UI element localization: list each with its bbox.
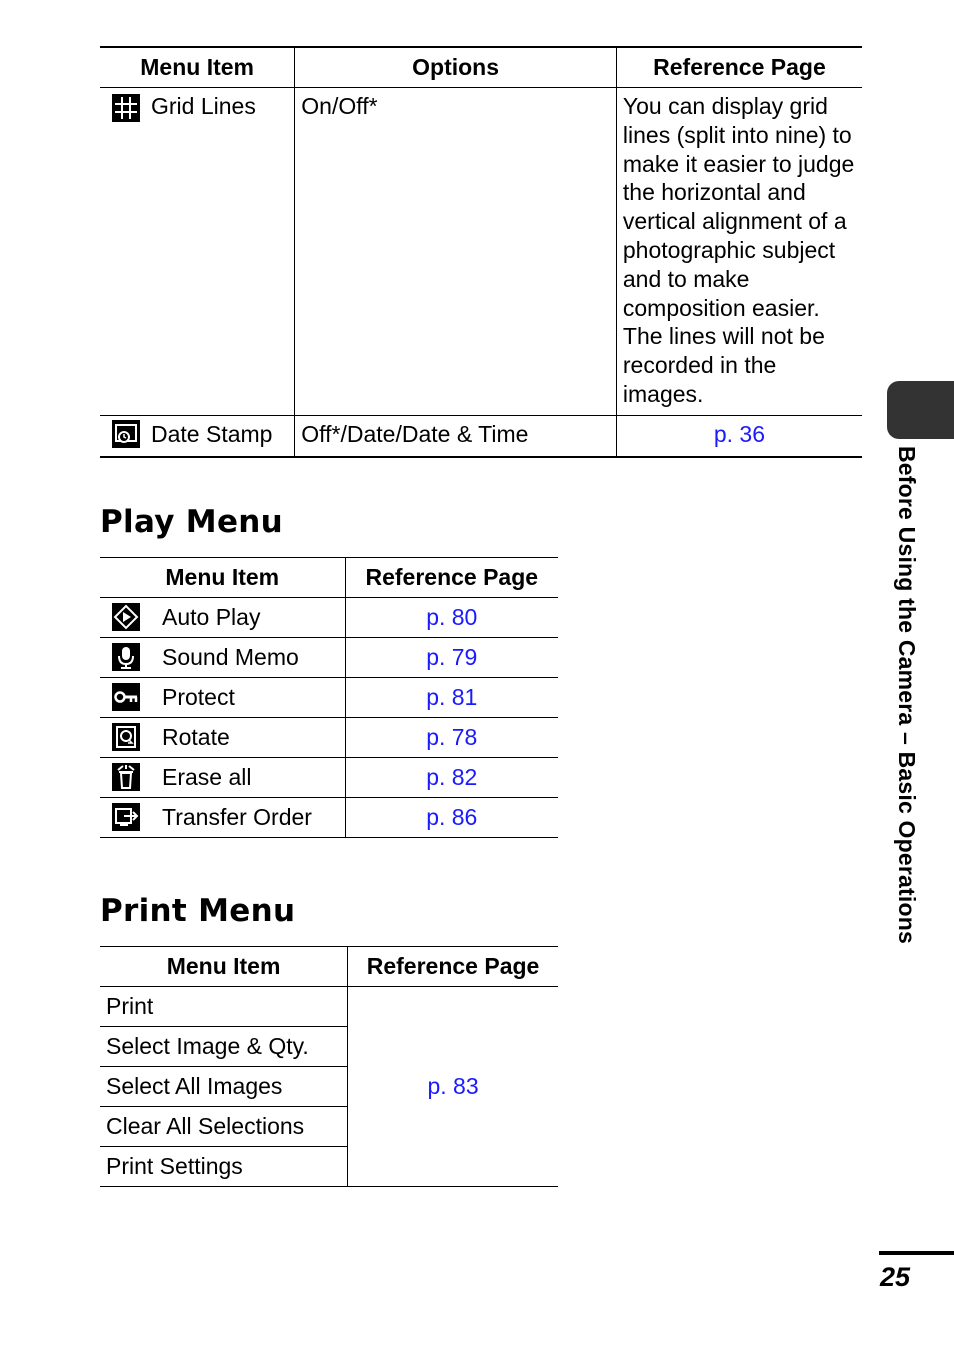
page-number-rule — [879, 1251, 954, 1255]
sound-memo-icon — [112, 643, 140, 671]
column-header: Menu Item — [100, 558, 345, 598]
menu-item-label: Print — [100, 987, 348, 1027]
page-number: 25 — [880, 1262, 911, 1292]
column-header: Options — [295, 47, 617, 88]
column-header: Reference Page — [616, 47, 862, 88]
table-row — [100, 987, 558, 1027]
table-row — [100, 718, 558, 758]
column-header: Reference Page — [348, 947, 558, 987]
page-reference-link[interactable]: p. 80 — [345, 598, 558, 638]
section-title-print-menu: Print Menu — [100, 893, 296, 929]
chapter-tab — [887, 381, 954, 439]
table-row — [100, 798, 558, 838]
table-header-row — [100, 558, 558, 598]
menu-item-label: Transfer Order — [162, 804, 312, 831]
page-reference-link[interactable]: p. 83 — [427, 1073, 479, 1100]
options-cell: On/Off* — [295, 88, 617, 416]
page-reference-link[interactable]: p. 79 — [345, 638, 558, 678]
menu-item-label: Select All Images — [100, 1067, 348, 1107]
table-row — [100, 88, 862, 416]
section-title-play-menu: Play Menu — [100, 504, 284, 540]
play-menu-table — [100, 557, 558, 838]
menu-item-label: Sound Memo — [162, 644, 299, 671]
table-header-row — [100, 47, 862, 88]
column-header: Menu Item — [100, 947, 348, 987]
menu-item-label: Rotate — [162, 724, 230, 751]
chapter-tab-label: Before Using the Camera – Basic Operations — [894, 446, 920, 944]
print-menu-table — [100, 946, 558, 1187]
column-header: Reference Page — [345, 558, 558, 598]
table-row — [100, 415, 862, 457]
page-reference-link[interactable]: p. 86 — [426, 804, 478, 831]
table-row — [100, 638, 558, 678]
page-reference-link[interactable]: p. 78 — [345, 718, 558, 758]
menu-item-label: Date Stamp — [151, 420, 273, 447]
grid-lines-icon — [112, 94, 140, 122]
menu-item-label: Select Image & Qty. — [100, 1027, 348, 1067]
menu-item-label: Print Settings — [100, 1147, 348, 1187]
menu-item-label: Auto Play — [162, 604, 261, 631]
date-stamp-icon — [112, 420, 140, 448]
menu-item-label: Clear All Selections — [100, 1107, 348, 1147]
menu-item-label: Erase all — [162, 764, 252, 791]
menu-item-label: Protect — [162, 684, 235, 711]
table-header-row — [100, 947, 558, 987]
reference-description: You can display grid lines (split into nine) to make it easier to judge the horizontal and vertical alignment of a photographic subject and to make composition easier. The lines will not be recorded in the images. — [622, 93, 855, 407]
page-reference-link[interactable]: p. 81 — [345, 678, 558, 718]
erase-all-icon — [112, 763, 140, 791]
table-row — [100, 678, 558, 718]
rotate-icon — [112, 723, 140, 751]
page-reference-link[interactable]: p. 82 — [345, 758, 558, 798]
page-reference-link[interactable]: p. 36 — [616, 415, 862, 457]
table-row — [100, 598, 558, 638]
transfer-order-icon — [112, 803, 140, 831]
protect-icon — [112, 683, 140, 711]
auto-play-icon — [112, 603, 140, 631]
table-row — [100, 758, 558, 798]
options-cell: Off*/Date/Date & Time — [295, 415, 617, 457]
column-header: Menu Item — [100, 47, 295, 88]
camera-menu-table — [100, 46, 862, 458]
menu-item-label: Grid Lines — [151, 93, 256, 119]
